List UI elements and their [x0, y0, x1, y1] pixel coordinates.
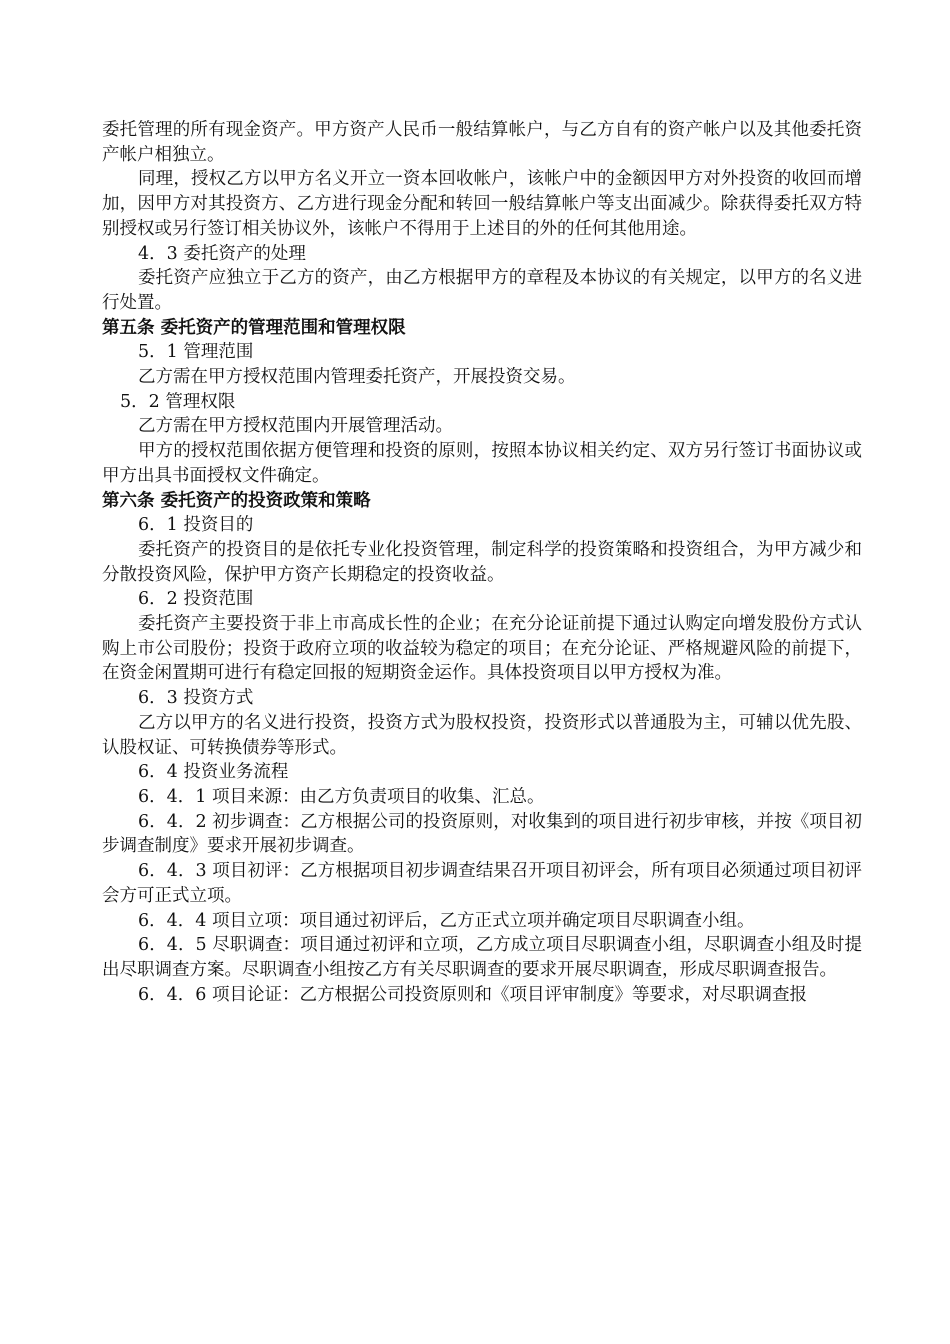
- paragraph-asset-disposal: 委托资产应独立于乙方的资产，由乙方根据甲方的章程及本协议的有关规定，以甲方的名义进行处置。: [102, 268, 862, 313]
- subheading-6-1: 6．1 投资目的: [138, 515, 254, 536]
- paragraph-authorization-scope: 甲方的授权范围依据方便管理和投资的原则，按照本协议相关约定、双方另行签订书面协议或甲方出具书面授权文件确定。: [102, 441, 862, 486]
- subheading-6-3: 6．3 投资方式: [138, 688, 254, 709]
- paragraph-cash-assets-cont: 委托管理的所有现金资产。甲方资产人民币一般结算帐户，与乙方自有的资产帐户以及其他委托资产帐户相独立。: [102, 120, 862, 165]
- paragraph-management-scope: 乙方需在甲方授权范围内管理委托资产，开展投资交易。: [138, 367, 576, 388]
- paragraph-6-4-4: 6．4．4 项目立项：项目通过初评后，乙方正式立项并确定项目尽职调查小组。: [138, 910, 755, 931]
- paragraph-6-4-2: 6．4．2 初步调查：乙方根据公司的投资原则，对收集到的项目进行初步审核，并按《项目初步调查制度》要求开展初步调查。: [102, 811, 862, 857]
- paragraph-investment-purpose: 委托资产的投资目的是依托专业化投资管理，制定科学的投资策略和投资组合，为甲方减少和分散投资风险，保护甲方资产长期稳定的投资收益。: [102, 539, 862, 585]
- paragraph-6-4-1: 6．4．1 项目来源：由乙方负责项目的收集、汇总。: [138, 786, 545, 807]
- subheading-5-2: 5．2 管理权限: [120, 391, 236, 412]
- document-body: [102, 118, 862, 1007]
- paragraph-investment-scope: 委托资产主要投资于非上市高成长性的企业；在充分论证前提下通过认购定向增发股份方式认购上市公司股份；投资于政府立项的收益较为稳定的项目；在充分论证、严格规避风险的前提下，在资金闲置期可进行有稳定回报的短期资金运作。具体投资项目以甲方授权为准。: [102, 614, 862, 684]
- subheading-4-3: 4．3 委托资产的处理: [138, 243, 306, 264]
- subheading-5-1: 5．1 管理范围: [138, 342, 254, 363]
- article-6-heading: 第六条 委托资产的投资政策和策略: [102, 490, 371, 511]
- paragraph-6-4-5: 6．4．5 尽职调查：项目通过初评和立项，乙方成立项目尽职调查小组，尽职调查小组及时提出尽职调查方案。尽职调查小组按乙方有关尽职调查的要求开展尽职调查，形成尽职调查报告。: [102, 935, 862, 980]
- paragraph-capital-recovery-account: 同理，授权乙方以甲方名义开立一资本回收帐户，该帐户中的金额因甲方对外投资的收回而增加，因甲方对其投资方、乙方进行现金分配和转回一般结算帐户等支出面减少。除获得委托双方特别授权或另行签订相关协议外，该帐户不得用于上述目的外的任何其他用途。: [102, 169, 862, 239]
- paragraph-6-4-6: 6．4．6 项目论证：乙方根据公司投资原则和《项目评审制度》等要求，对尽职调查报: [138, 984, 807, 1005]
- subheading-6-2: 6．2 投资范围: [138, 589, 254, 610]
- article-5-heading: 第五条 委托资产的管理范围和管理权限: [102, 317, 406, 338]
- paragraph-management-authority: 乙方需在甲方授权范围内开展管理活动。: [138, 416, 453, 437]
- paragraph-6-4-3: 6．4．3 项目初评：乙方根据项目初步调查结果召开项目初评会，所有项目必须通过项目初评会方可正式立项。: [102, 861, 862, 906]
- subheading-6-4: 6．4 投资业务流程: [138, 762, 289, 783]
- paragraph-investment-method: 乙方以甲方的名义进行投资，投资方式为股权投资，投资形式以普通股为主，可辅以优先股、认股权证、可转换债券等形式。: [102, 712, 862, 758]
